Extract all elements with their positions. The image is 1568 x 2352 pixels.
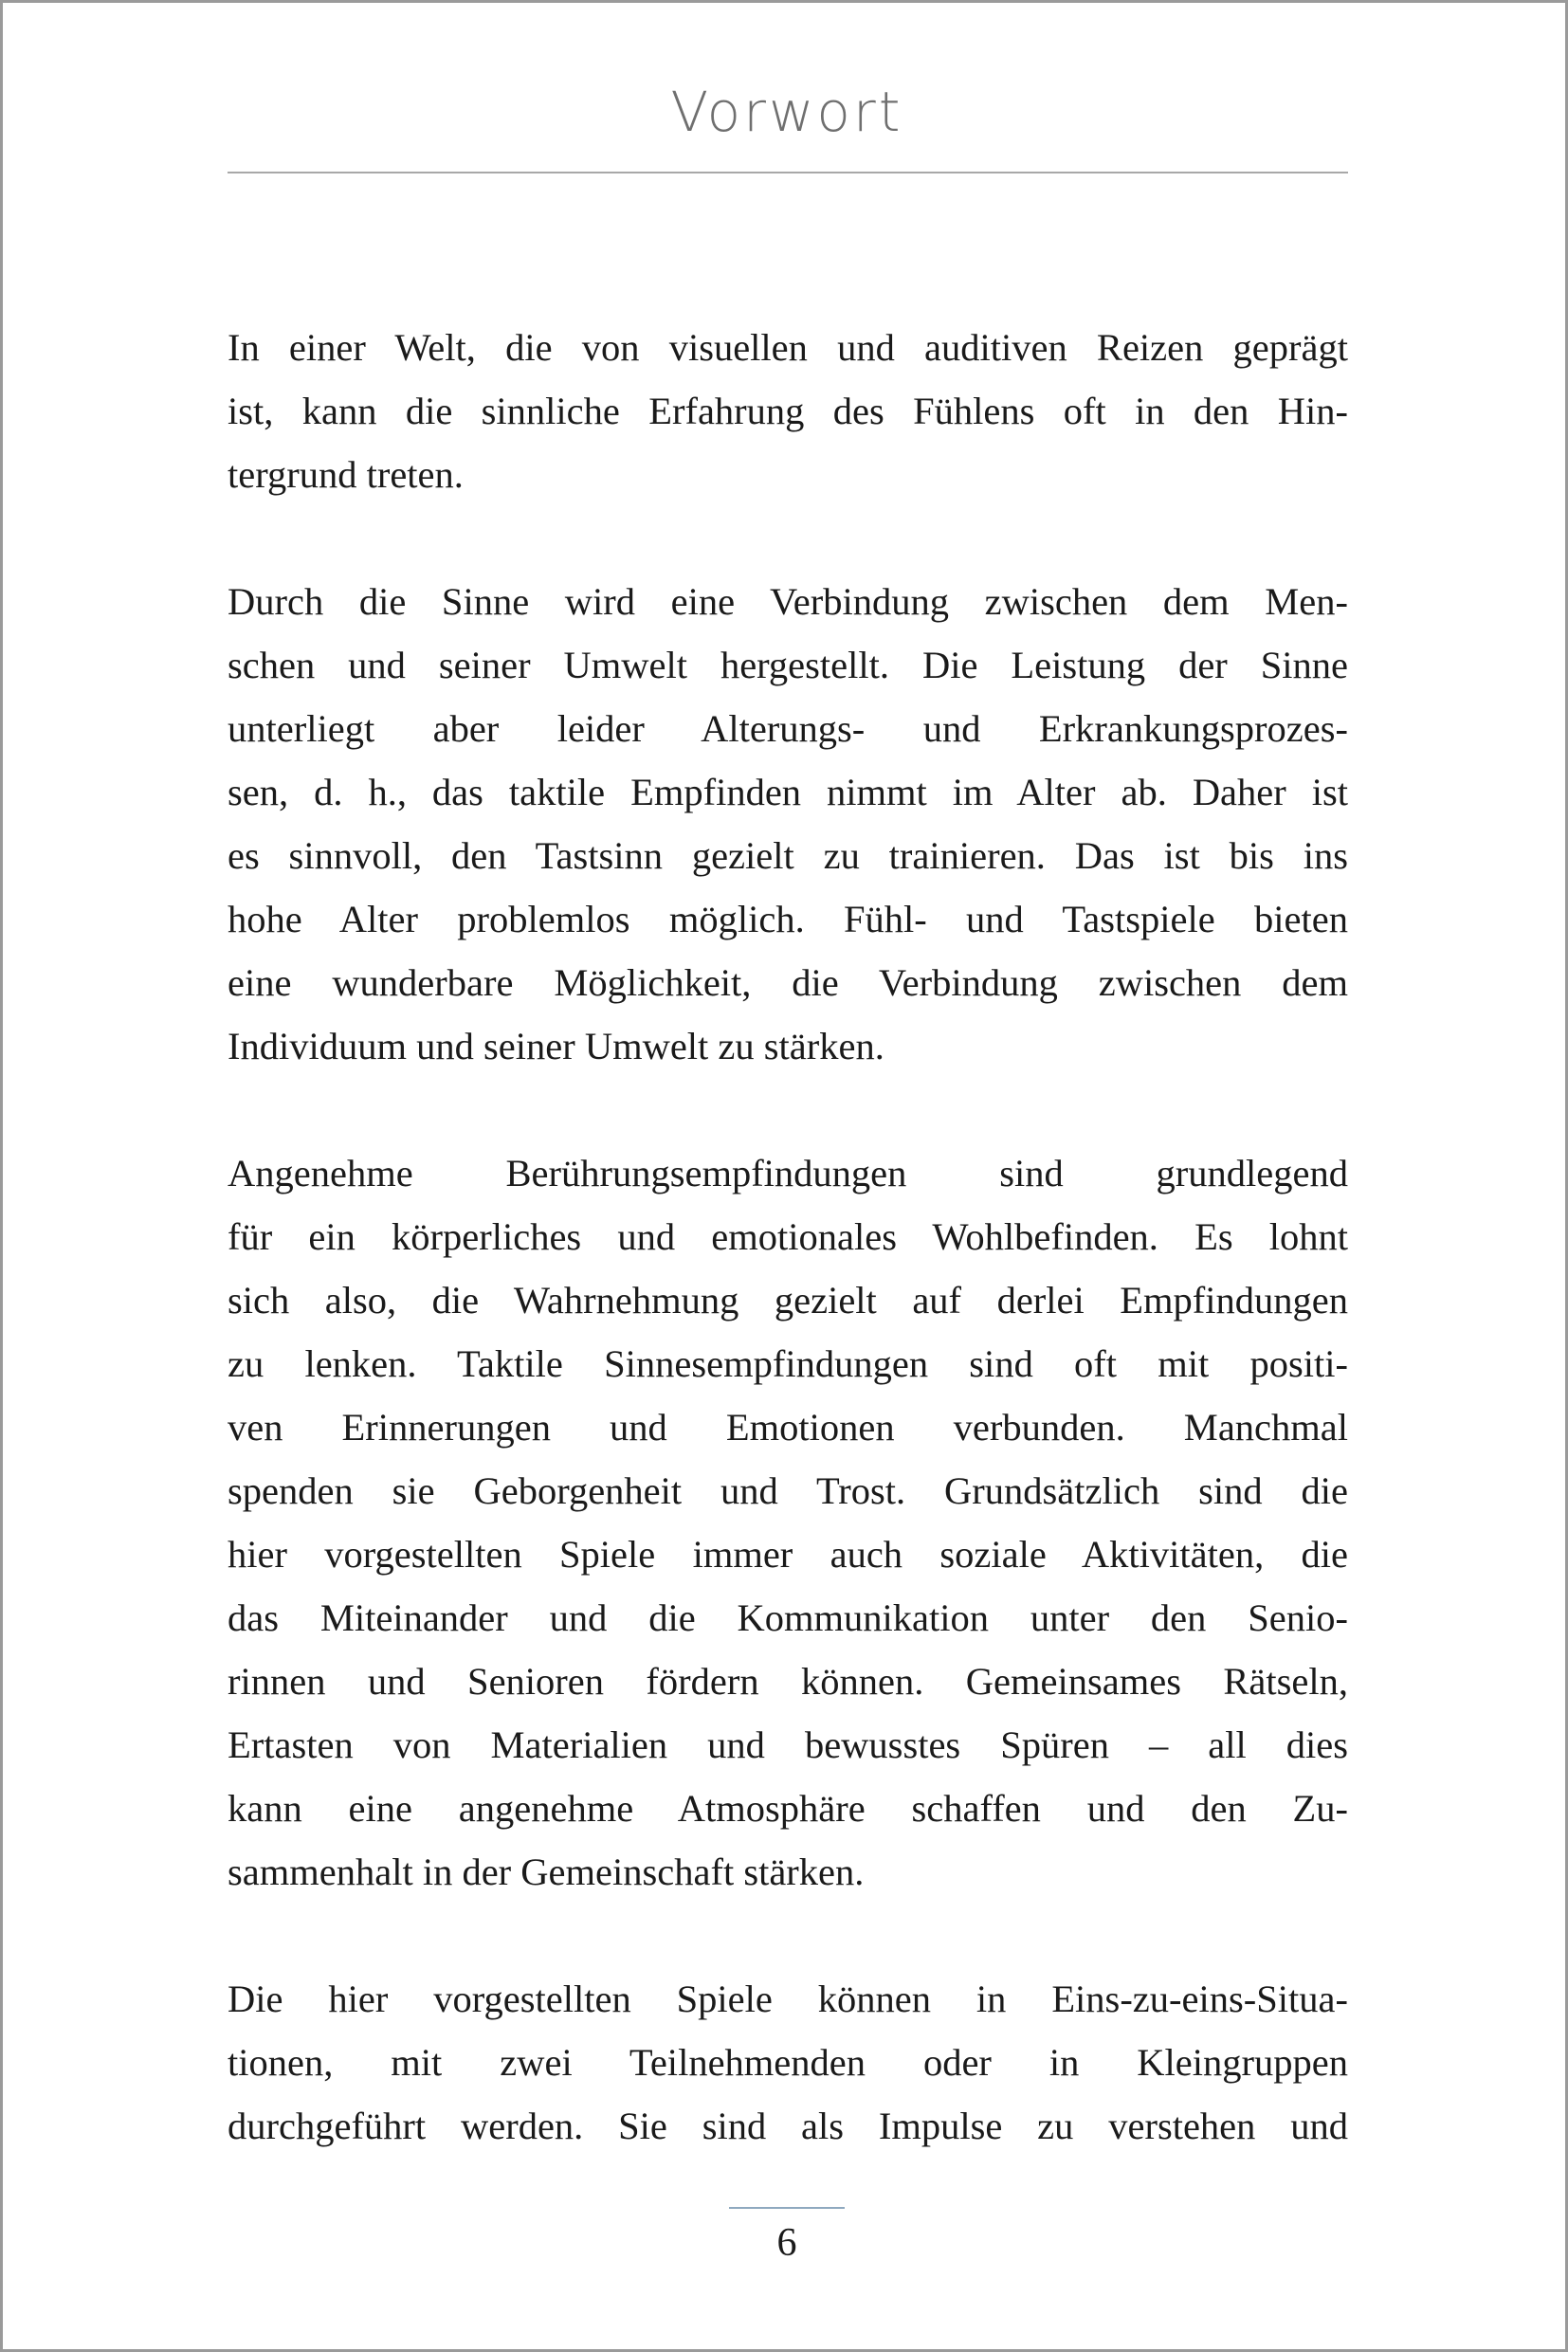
text-line: sammenhalt in der Gemeinschaft stärken. — [228, 1851, 865, 1893]
text-line: eine wunderbare Möglichkeit, die Verbindung zwischen dem — [228, 961, 1348, 1004]
text-line: schen und seiner Umwelt hergestellt. Die Leistung der Sinne — [228, 644, 1348, 686]
text-line: durchgeführt werden. Sie sind als Impulse zu verstehen und — [228, 2105, 1348, 2147]
text-line: rinnen und Senioren fördern können. Gemeinsames Rätseln, — [228, 1660, 1348, 1703]
paragraph — [228, 1967, 1348, 2158]
page-number: 6 — [776, 2221, 797, 2265]
text-line: für ein körperliches und emotionales Wohlbefinden. Es lohnt — [228, 1215, 1348, 1258]
text-line: tergrund treten. — [228, 453, 464, 496]
paragraph — [228, 570, 1348, 1078]
text-line: hier vorgestellten Spiele immer auch soziale Aktivitäten, die — [228, 1533, 1348, 1576]
text-line: hohe Alter problemlos möglich. Fühl- und Tastspiele bieten — [228, 898, 1348, 940]
text-line: Individuum und seiner Umwelt zu stärken. — [228, 1025, 884, 1067]
body-text — [228, 316, 1348, 2221]
text-line: Die hier vorgestellten Spiele können in Eins-zu-eins-Situa- — [228, 1978, 1348, 2020]
text-line: sich also, die Wahrnehmung gezielt auf derlei Empfindungen — [228, 1279, 1348, 1322]
text-line: ven Erinnerungen und Emotionen verbunden. Manchmal — [228, 1406, 1348, 1449]
text-line: Durch die Sinne wird eine Verbindung zwischen dem Men- — [228, 580, 1348, 623]
text-line: tionen, mit zwei Teilnehmenden oder in Kleingruppen — [228, 2041, 1348, 2084]
footer-divider — [729, 2207, 845, 2209]
text-line: zu lenken. Taktile Sinnesempfindungen sind oft mit positi- — [228, 1342, 1348, 1385]
page-title: Vorwort — [670, 80, 903, 144]
text-line: Angenehme Berührungsempfindungen sind grundlegend — [228, 1152, 1348, 1194]
text-line: kann eine angenehme Atmosphäre schaffen und den Zu- — [228, 1787, 1348, 1830]
text-line: ist, kann die sinnliche Erfahrung des Fühlens oft in den Hin- — [228, 390, 1348, 432]
header-divider — [228, 172, 1348, 173]
paragraph — [228, 316, 1348, 506]
text-line: sen, d. h., das taktile Empfinden nimmt im Alter ab. Daher ist — [228, 771, 1348, 813]
paragraph — [228, 1141, 1348, 1904]
text-line: Ertasten von Materialien und bewusstes Spüren – all dies — [228, 1723, 1348, 1766]
text-line: spenden sie Geborgenheit und Trost. Grundsätzlich sind die — [228, 1469, 1348, 1512]
text-line: In einer Welt, die von visuellen und auditiven Reizen geprägt — [228, 326, 1348, 369]
text-line: unterliegt aber leider Alterungs- und Erkrankungsprozes- — [228, 707, 1348, 750]
text-line: es sinnvoll, den Tastsinn gezielt zu trainieren. Das ist bis ins — [228, 834, 1348, 877]
text-line: das Miteinander und die Kommunikation unter den Senio- — [228, 1596, 1348, 1639]
